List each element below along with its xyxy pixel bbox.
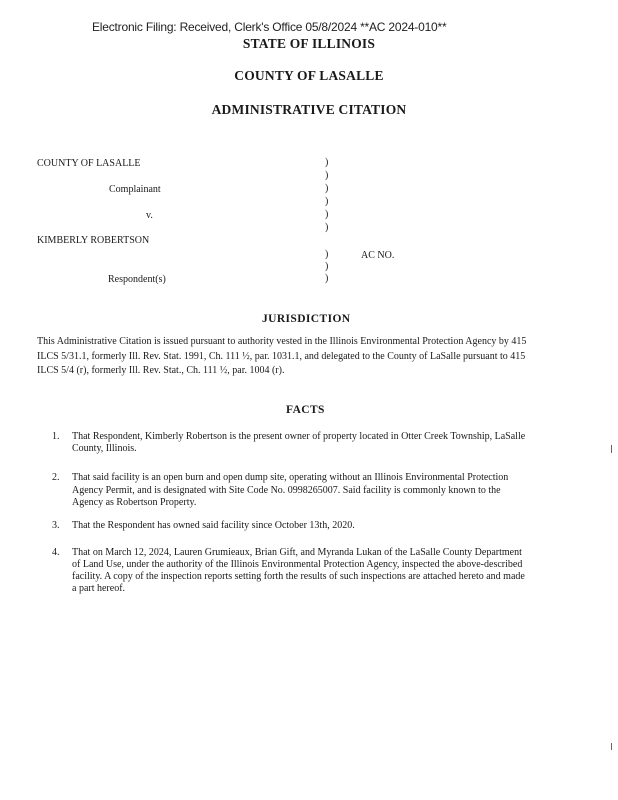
- bracket-char: ): [325, 183, 329, 194]
- fact-line: That Respondent, Kimberly Robertson is the present owner of property located in Otter Creek Township, LaSalle: [72, 431, 526, 442]
- respondent-role: Respondent(s): [108, 274, 166, 285]
- bracket-char: ): [325, 261, 329, 272]
- bracket-char: ): [325, 170, 329, 181]
- fact-line: County, Illinois.: [72, 443, 137, 454]
- scan-mark: [611, 743, 612, 750]
- fact-number: 1.: [52, 431, 60, 442]
- versus-label: v.: [146, 210, 153, 221]
- fact-line: That on March 12, 2024, Lauren Grumieaux, Brian Gift, and Myranda Lukan of the LaSalle County Department: [72, 547, 522, 558]
- fact-number: 4.: [52, 547, 60, 558]
- jurisdiction-heading: JURISDICTION: [262, 313, 351, 325]
- bracket-char: ): [325, 222, 329, 233]
- jurisdiction-line: ILCS 5/4 (r), formerly Ill. Rev. Stat., Ch. 111 ½, par. 1004 (r).: [37, 365, 285, 376]
- bracket-char: ): [325, 196, 329, 207]
- fact-line: Agency as Robertson Property.: [72, 497, 197, 508]
- bracket-char: ): [325, 273, 329, 284]
- document-title: ADMINISTRATIVE CITATION: [211, 102, 407, 117]
- fact-line: of Land Use, under the authority of the Illinois Environmental Protection Agency, inspected the above-described: [72, 559, 523, 570]
- facts-heading: FACTS: [286, 404, 325, 416]
- complainant-role: Complainant: [109, 184, 161, 195]
- state-title: STATE OF ILLINOIS: [242, 36, 376, 51]
- filing-stamp: Electronic Filing: Received, Clerk's Office 05/8/2024 **AC 2024-010**: [92, 20, 447, 34]
- fact-line: That the Respondent has owned said facility since October 13th, 2020.: [72, 520, 355, 531]
- bracket-char: ): [325, 157, 329, 168]
- fact-line: a part hereof.: [72, 583, 126, 594]
- fact-number: 3.: [52, 520, 60, 531]
- jurisdiction-line: ILCS 5/31.1, formerly Ill. Rev. Stat. 1991, Ch. 111 ½, par. 1031.1, and delegated to the County of LaSalle pursuant to 415: [37, 351, 526, 362]
- fact-number: 2.: [52, 472, 60, 483]
- complainant-name: COUNTY OF LASALLE: [37, 158, 141, 169]
- county-title: COUNTY OF LASALLE: [234, 68, 384, 83]
- fact-line: That said facility is an open burn and open dump site, operating without an Illinois Environmental Protection: [72, 472, 509, 483]
- bracket-char: ): [325, 249, 329, 260]
- scan-mark: [611, 445, 612, 453]
- fact-line: Agency Permit, and is designated with Site Code No. 0998265007. Said facility is commonly known to the: [72, 485, 501, 496]
- bracket-char: ): [325, 209, 329, 220]
- ac-number-label: AC NO.: [361, 250, 395, 261]
- jurisdiction-line: This Administrative Citation is issued pursuant to authority vested in the Illinois Environmental Protection Agency by 415: [37, 336, 527, 347]
- fact-line: facility. A copy of the inspection reports setting forth the results of such inspections are attached hereto and made: [72, 571, 525, 582]
- respondent-name: KIMBERLY ROBERTSON: [37, 235, 150, 246]
